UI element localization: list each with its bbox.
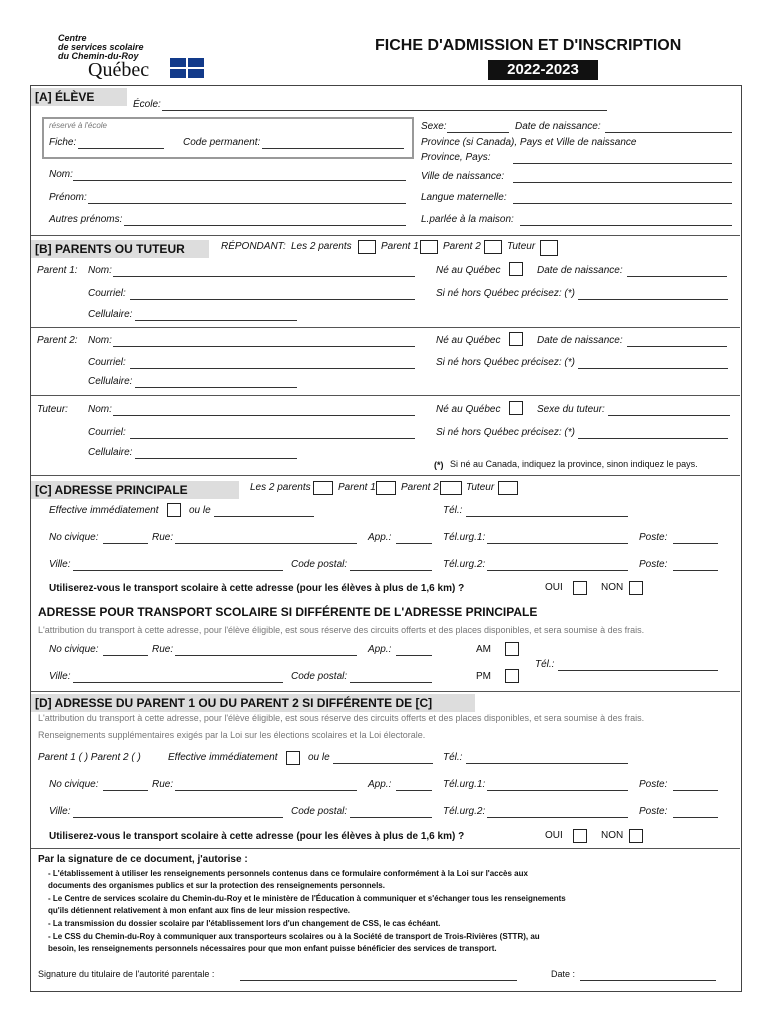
p2-date-label: Date de naissance:: [537, 335, 623, 346]
footnote-star: (*): [434, 460, 444, 470]
d-poste2-field[interactable]: [673, 817, 718, 818]
c-non-checkbox[interactable]: [629, 581, 643, 595]
c-app-label: App.:: [368, 532, 392, 543]
d-telurg1-label: Tél.urg.1:: [443, 779, 486, 790]
p1-label: Parent 1:: [37, 265, 78, 276]
c-p2-checkbox[interactable]: [440, 481, 462, 495]
d-non-checkbox[interactable]: [629, 829, 643, 843]
d-transport-question: Utiliserez-vous le transport scolaire à cette adresse (pour les élèves à plus de 1,6 km) ?: [49, 831, 465, 842]
c-p1-label: Parent 1: [338, 482, 376, 493]
c-p2-label: Parent 2: [401, 482, 439, 493]
d-renseignements: Renseignements supplémentaires exigés par la Loi sur les élections scolaires et la Loi électorale.: [38, 730, 426, 740]
c-code-postal-field[interactable]: [350, 570, 432, 571]
d-rue-label: Rue:: [152, 779, 174, 790]
p1-courriel-label: Courriel:: [88, 288, 126, 299]
c-tuteur-label: Tuteur: [466, 482, 495, 493]
c-telurg1-label: Tél.urg.1:: [443, 532, 486, 543]
signature-p1b: documents des organismes publics et sur la protection des renseignements personnels.: [48, 881, 385, 890]
p1-cellulaire-field[interactable]: [135, 320, 297, 321]
t-pm-label: PM: [476, 671, 491, 682]
p1-courriel-field[interactable]: [130, 299, 415, 300]
t-no-civique-label: No civique:: [49, 644, 99, 655]
p1-date-label: Date de naissance:: [537, 265, 623, 276]
ecole-label: École:: [133, 99, 161, 110]
c-telurg2-field[interactable]: [487, 570, 628, 571]
sexe-label: Sexe:: [421, 121, 447, 132]
t-no-civique-field[interactable]: [103, 655, 148, 656]
c-app-field[interactable]: [396, 543, 432, 544]
tuteur-sexe-field[interactable]: [608, 415, 730, 416]
divider: [31, 691, 740, 692]
d-no-civique-field[interactable]: [103, 790, 148, 791]
p2-nom-label: Nom:: [88, 335, 112, 346]
school-year: 2022-2023: [488, 60, 598, 80]
p2-ne-quebec-label: Né au Québec: [436, 335, 501, 346]
transport-attribution: L'attribution du transport à cette adresse, pour l'élève éligible, est sous réserve des circuits offerts et des places disponibles, et sera soumise à des frais.: [38, 625, 645, 635]
p2-cellulaire-label: Cellulaire:: [88, 376, 133, 387]
code-permanent-label: Code permanent:: [183, 137, 261, 148]
c-code-postal-label: Code postal:: [291, 559, 348, 570]
form-title: FICHE D'ADMISSION ET D'INSCRIPTION: [375, 37, 682, 54]
section-b-title: [B] PARENTS OU TUTEUR: [31, 240, 209, 258]
date-naissance-field[interactable]: [605, 132, 732, 133]
c-ville-label: Ville:: [49, 559, 71, 570]
c-ou-le-label: ou le: [189, 505, 211, 516]
signature-p4b: besoin, les renseignements personnels nécessaires pour que mon enfant puisse bénéficier des services de transport.: [48, 944, 497, 953]
reserve-label: réservé à l'école: [49, 121, 107, 130]
transport-title: ADRESSE POUR TRANSPORT SCOLAIRE SI DIFFÉRENTE DE L'ADRESSE PRINCIPALE: [38, 605, 538, 619]
d-app-label: App.:: [368, 779, 392, 790]
p2-cellulaire-field[interactable]: [135, 387, 297, 388]
c-effectif-label: Effective immédiatement: [49, 505, 159, 516]
d-telurg2-label: Tél.urg.2:: [443, 806, 486, 817]
c-rue-label: Rue:: [152, 532, 174, 543]
t-am-checkbox[interactable]: [505, 642, 519, 656]
p2-courriel-field[interactable]: [130, 368, 415, 369]
p1-nom-label: Nom:: [88, 265, 112, 276]
signature-field[interactable]: [240, 980, 517, 981]
p2-courriel-label: Courriel:: [88, 357, 126, 368]
p2-nom-field[interactable]: [113, 346, 415, 347]
date-naissance-label: Date de naissance:: [515, 121, 601, 132]
sexe-field[interactable]: [447, 132, 509, 133]
t-tel-label: Tél.:: [535, 659, 555, 670]
nom-label: Nom:: [49, 169, 73, 180]
ville-naissance-field[interactable]: [513, 182, 732, 183]
p1-ne-quebec-checkbox[interactable]: [509, 262, 523, 276]
tuteur-si-hors-field[interactable]: [578, 438, 728, 439]
repondant-p2-label: Parent 2: [443, 241, 481, 252]
d-poste1-label: Poste:: [639, 779, 668, 790]
repondant-tuteur-label: Tuteur: [507, 241, 536, 252]
t-tel-field[interactable]: [558, 670, 718, 671]
province-pays-label: Province, Pays:: [421, 152, 491, 163]
p1-ne-quebec-label: Né au Québec: [436, 265, 501, 276]
p2-date-field[interactable]: [627, 346, 727, 347]
repondant-les2-label: Les 2 parents: [291, 241, 352, 252]
p2-si-hors-label: Si né hors Québec précisez: (*): [436, 357, 575, 368]
langue-field[interactable]: [513, 203, 732, 204]
tuteur-ne-quebec-checkbox[interactable]: [509, 401, 523, 415]
tuteur-nom-label: Nom:: [88, 404, 112, 415]
province-pays-field[interactable]: [513, 163, 732, 164]
repondant-les2-checkbox[interactable]: [358, 240, 376, 254]
org-line2: de services scolaire: [58, 42, 144, 52]
lparlee-field[interactable]: [520, 225, 732, 226]
d-oui-label: OUI: [545, 830, 563, 841]
signature-p4a: - Le CSS du Chemin-du-Roy à communiquer aux transporteurs scolaires ou à la Société de transport de Trois-Rivières (STTR), au: [48, 932, 540, 941]
d-effectif-label: Effective immédiatement: [168, 752, 278, 763]
p2-si-hors-field[interactable]: [578, 368, 728, 369]
signature-p2b: qu'ils détiennent relativement à mon enfant aux fins de leur mission respective.: [48, 906, 350, 915]
date-label: Date :: [551, 969, 576, 979]
tuteur-cellulaire-field[interactable]: [135, 458, 297, 459]
c-poste1-field[interactable]: [673, 543, 718, 544]
d-attribution: L'attribution du transport à cette adresse, pour l'élève éligible, est sous réserve des circuits offerts et des places disponibles, et sera soumise à des frais.: [38, 713, 645, 723]
d-effectif-checkbox[interactable]: [286, 751, 300, 765]
quebec-flag-icon: [170, 58, 204, 78]
code-permanent-field[interactable]: [262, 148, 404, 149]
d-app-field[interactable]: [396, 790, 432, 791]
section-d-title: [D] ADRESSE DU PARENT 1 OU DU PARENT 2 SI DIFFÉRENTE DE [C]: [31, 694, 475, 712]
c-no-civique-label: No civique:: [49, 532, 99, 543]
c-oui-label: OUI: [545, 582, 563, 593]
signature-label: Signature du titulaire de l'autorité parentale :: [38, 969, 215, 979]
signature-p3: - La transmission du dossier scolaire par l'établissement lors d'un changement de CSS, le cas échéant.: [48, 919, 441, 928]
t-code-postal-field[interactable]: [350, 682, 432, 683]
repondant-p1-checkbox[interactable]: [420, 240, 438, 254]
d-no-civique-label: No civique:: [49, 779, 99, 790]
tuteur-courriel-field[interactable]: [130, 438, 415, 439]
t-ville-label: Ville:: [49, 671, 71, 682]
c-poste1-label: Poste:: [639, 532, 668, 543]
tuteur-courriel-label: Courriel:: [88, 427, 126, 438]
d-non-label: NON: [601, 830, 624, 841]
c-p1-checkbox[interactable]: [376, 481, 396, 495]
tuteur-nom-field[interactable]: [113, 415, 415, 416]
ville-naissance-label: Ville de naissance:: [421, 171, 505, 182]
c-transport-question: Utiliserez-vous le transport scolaire à cette adresse (pour les élèves à plus de 1,6 km) ?: [49, 583, 465, 594]
org-line3: du Chemin-du-Roy: [58, 51, 139, 61]
footnote: Si né au Canada, indiquez la province, sinon indiquez le pays.: [450, 459, 698, 469]
tuteur-si-hors-label: Si né hors Québec précisez: (*): [436, 427, 575, 438]
t-app-field[interactable]: [396, 655, 432, 656]
t-am-label: AM: [476, 644, 491, 655]
section-c-title: [C] ADRESSE PRINCIPALE: [31, 481, 239, 499]
p1-date-field[interactable]: [627, 276, 727, 277]
repondant-p1-label: Parent 1: [381, 241, 419, 252]
langue-label: Langue maternelle:: [421, 192, 507, 203]
fiche-field[interactable]: [78, 148, 164, 149]
c-les2-label: Les 2 parents: [250, 482, 311, 493]
section-a-title: [A] ÉLÈVE: [31, 88, 127, 106]
t-code-postal-label: Code postal:: [291, 671, 348, 682]
d-telurg2-field[interactable]: [487, 817, 628, 818]
repondant-tuteur-checkbox[interactable]: [540, 240, 558, 256]
signature-p1a: - L'établissement à utiliser les renseignements personnels contenus dans ce formulaire conformément à la Loi sur l'accès aux: [48, 869, 528, 878]
d-rue-field[interactable]: [175, 790, 357, 791]
prenom-label: Prénom:: [49, 192, 87, 203]
divider: [31, 235, 740, 236]
c-telurg1-field[interactable]: [487, 543, 628, 544]
tuteur-cellulaire-label: Cellulaire:: [88, 447, 133, 458]
signature-title: Par la signature de ce document, j'autorise :: [38, 854, 248, 865]
divider: [31, 475, 740, 476]
d-poste2-label: Poste:: [639, 806, 668, 817]
d-code-postal-field[interactable]: [350, 817, 432, 818]
d-ville-field[interactable]: [73, 817, 283, 818]
org-line1: Centre: [58, 33, 87, 43]
nom-field[interactable]: [73, 180, 406, 181]
autres-prenoms-field[interactable]: [124, 225, 406, 226]
repondant-p2-checkbox[interactable]: [484, 240, 502, 254]
repondant-label: RÉPONDANT:: [221, 241, 286, 252]
divider: [31, 395, 740, 396]
d-ou-le-field[interactable]: [333, 763, 433, 764]
ecole-field[interactable]: [162, 110, 607, 111]
c-no-civique-field[interactable]: [103, 543, 148, 544]
p2-label: Parent 2:: [37, 335, 78, 346]
d-code-postal-label: Code postal:: [291, 806, 348, 817]
c-oui-checkbox[interactable]: [573, 581, 587, 595]
d-tel-label: Tél.:: [443, 752, 463, 763]
c-rue-field[interactable]: [175, 543, 357, 544]
p1-si-hors-field[interactable]: [578, 299, 728, 300]
d-telurg1-field[interactable]: [487, 790, 628, 791]
c-poste2-field[interactable]: [673, 570, 718, 571]
date-field[interactable]: [580, 980, 716, 981]
c-ou-le-field[interactable]: [214, 516, 314, 517]
c-telurg2-label: Tél.urg.2:: [443, 559, 486, 570]
c-tel-label: Tél.:: [443, 505, 463, 516]
c-effectif-checkbox[interactable]: [167, 503, 181, 517]
tuteur-sexe-label: Sexe du tuteur:: [537, 404, 605, 415]
p1-cellulaire-label: Cellulaire:: [88, 309, 133, 320]
prenom-field[interactable]: [88, 203, 406, 204]
d-parent-choice: Parent 1 ( ) Parent 2 ( ): [38, 752, 141, 763]
p1-nom-field[interactable]: [113, 276, 415, 277]
c-ville-field[interactable]: [73, 570, 283, 571]
divider: [31, 848, 740, 849]
p1-si-hors-label: Si né hors Québec précisez: (*): [436, 288, 575, 299]
fiche-label: Fiche:: [49, 137, 77, 148]
c-tel-field[interactable]: [466, 516, 628, 517]
c-poste2-label: Poste:: [639, 559, 668, 570]
d-poste1-field[interactable]: [673, 790, 718, 791]
d-ville-label: Ville:: [49, 806, 71, 817]
t-ville-field[interactable]: [73, 682, 283, 683]
d-tel-field[interactable]: [466, 763, 628, 764]
c-non-label: NON: [601, 582, 624, 593]
signature-p2a: - Le Centre de services scolaire du Chemin-du-Roy et le ministère de l'Éducation à communiquer et s'échanger tous les renseignements: [48, 894, 566, 903]
d-ou-le-label: ou le: [308, 752, 330, 763]
divider: [31, 327, 740, 328]
c-tuteur-checkbox[interactable]: [498, 481, 518, 495]
tuteur-ne-quebec-label: Né au Québec: [436, 404, 501, 415]
autres-prenoms-label: Autres prénoms:: [49, 214, 123, 225]
quebec-logo-text: Québec: [88, 59, 150, 81]
lparlee-label: L.parlée à la maison:: [421, 214, 514, 225]
t-pm-checkbox[interactable]: [505, 669, 519, 683]
t-app-label: App.:: [368, 644, 392, 655]
tuteur-label: Tuteur:: [37, 404, 68, 415]
province-line: Province (si Canada), Pays et Ville de naissance: [421, 137, 637, 148]
t-rue-field[interactable]: [175, 655, 357, 656]
c-les2-checkbox[interactable]: [313, 481, 333, 495]
d-oui-checkbox[interactable]: [573, 829, 587, 843]
t-rue-label: Rue:: [152, 644, 174, 655]
p2-ne-quebec-checkbox[interactable]: [509, 332, 523, 346]
